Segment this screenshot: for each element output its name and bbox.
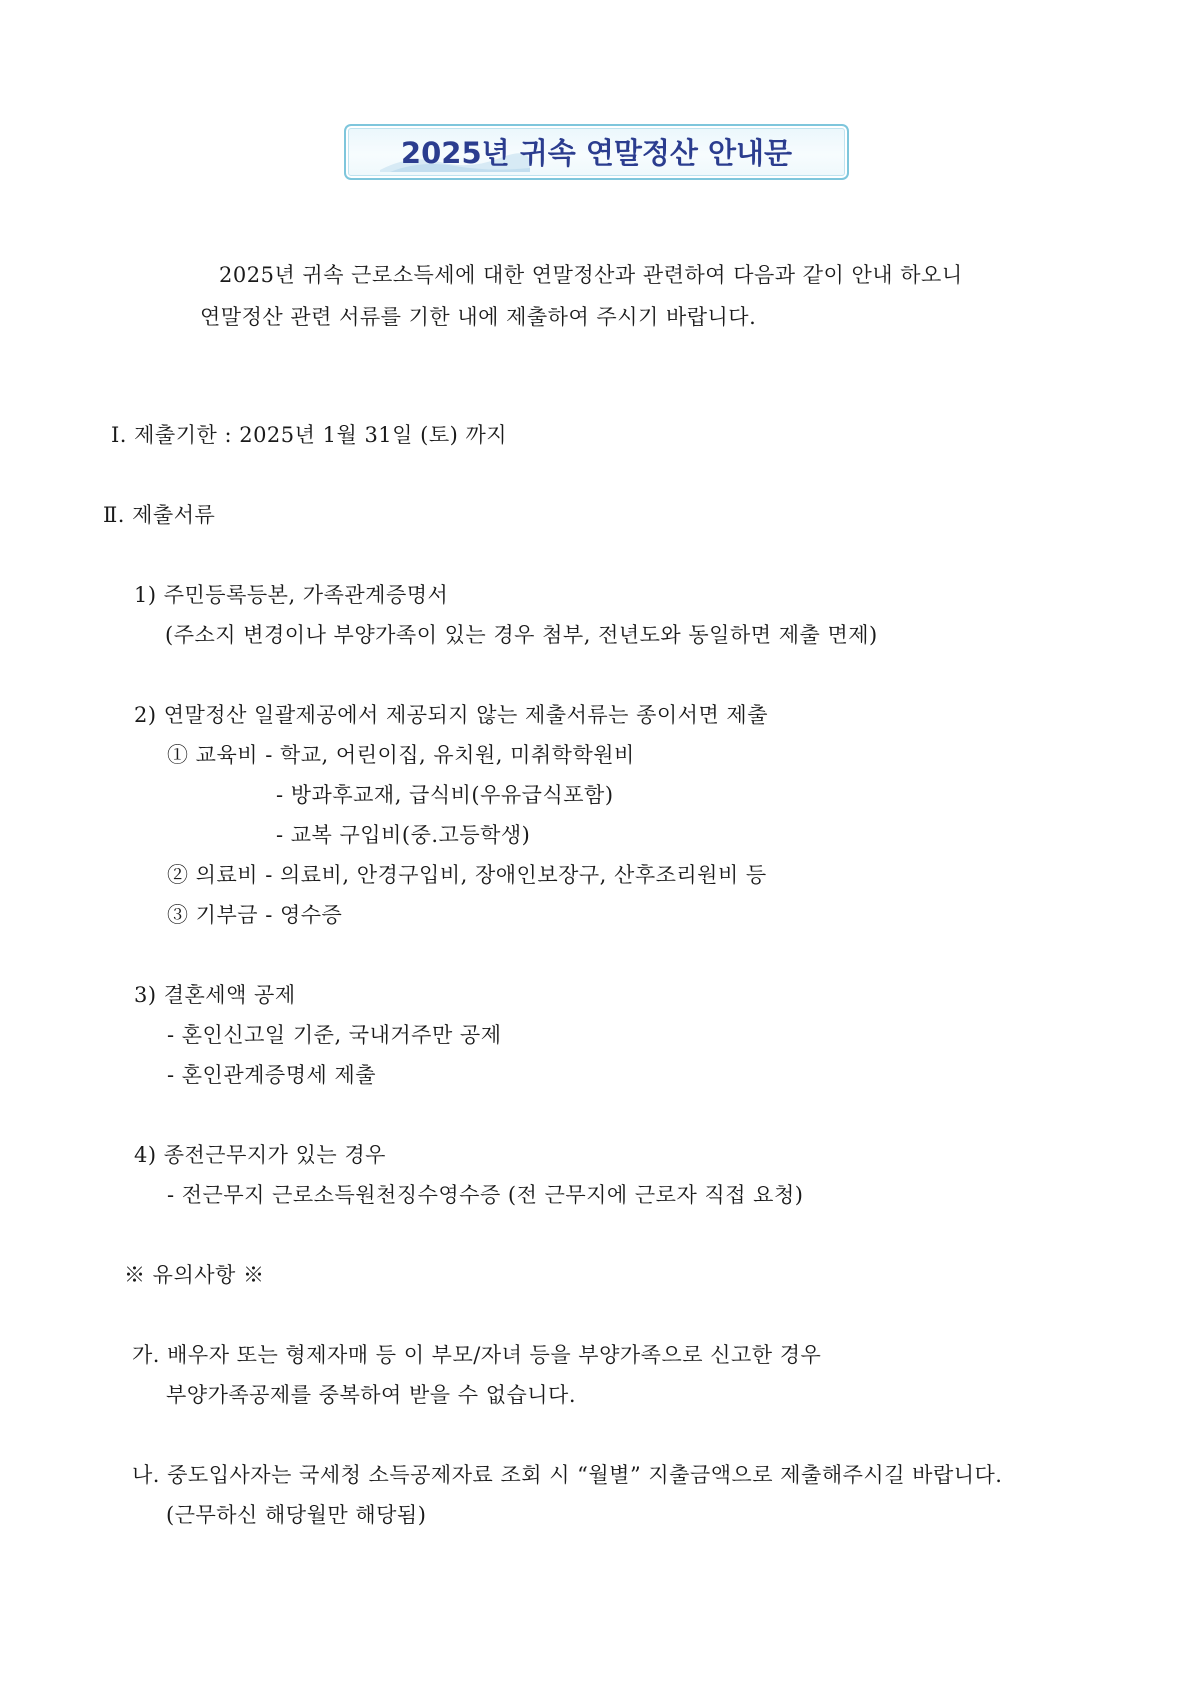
section-documents-heading: Ⅱ. 제출서류: [103, 503, 216, 527]
notice-heading: ※ 유의사항 ※: [124, 1263, 265, 1287]
item-3-sub-1: - 혼인신고일 기준, 국내거주만 공제: [167, 1023, 502, 1047]
notice-ga-line-2: 부양가족공제를 중복하여 받을 수 없습니다.: [166, 1383, 577, 1407]
title-banner: [344, 124, 849, 180]
item-4-label: 4) 종전근무지가 있는 경우: [134, 1143, 386, 1167]
item-2-education-c: - 교복 구입비(중.고등학생): [276, 823, 531, 847]
intro-line-2: 연말정산 관련 서류를 기한 내에 제출하여 주시기 바랍니다.: [200, 305, 757, 329]
item-2-education: ① 교육비 - 학교, 어린이집, 유치원, 미취학학원비: [167, 743, 635, 767]
notice-na-line-1: 나. 중도입사자는 국세청 소득공제자료 조회 시 “월별” 지출금액으로 제출해주시길 바랍니다.: [132, 1463, 1003, 1487]
intro-line-1: 2025년 귀속 근로소득세에 대한 연말정산과 관련하여 다음과 같이 안내 하오니: [219, 263, 963, 287]
item-2-donation: ③ 기부금 - 영수증: [167, 903, 343, 927]
page-title: 2025년 귀속 연말정산 안내문: [400, 136, 793, 170]
item-3-sub-2: - 혼인관계증명세 제출: [167, 1063, 377, 1087]
item-1-label: 1) 주민등록등본, 가족관계증명서: [134, 583, 449, 607]
notice-na-line-2: (근무하신 해당월만 해당됨): [166, 1503, 427, 1527]
item-3-label: 3) 결혼세액 공제: [134, 983, 296, 1007]
item-4-sub-1: - 전근무지 근로소득원천징수영수증 (전 근무지에 근로자 직접 요청): [167, 1183, 804, 1207]
notice-ga-line-1: 가. 배우자 또는 형제자매 등 이 부모/자녀 등을 부양가족으로 신고한 경우: [132, 1343, 822, 1367]
item-1-note: (주소지 변경이나 부양가족이 있는 경우 첨부, 전년도와 동일하면 제출 면제): [165, 623, 878, 647]
item-2-medical: ② 의료비 - 의료비, 안경구입비, 장애인보장구, 산후조리원비 등: [167, 863, 767, 887]
item-2-education-b: - 방과후교재, 급식비(우유급식포함): [276, 783, 614, 807]
section-deadline: Ⅰ. 제출기한 : 2025년 1월 31일 (토) 까지: [111, 423, 508, 447]
item-2-label: 2) 연말정산 일괄제공에서 제공되지 않는 제출서류는 종이서면 제출: [134, 703, 769, 727]
